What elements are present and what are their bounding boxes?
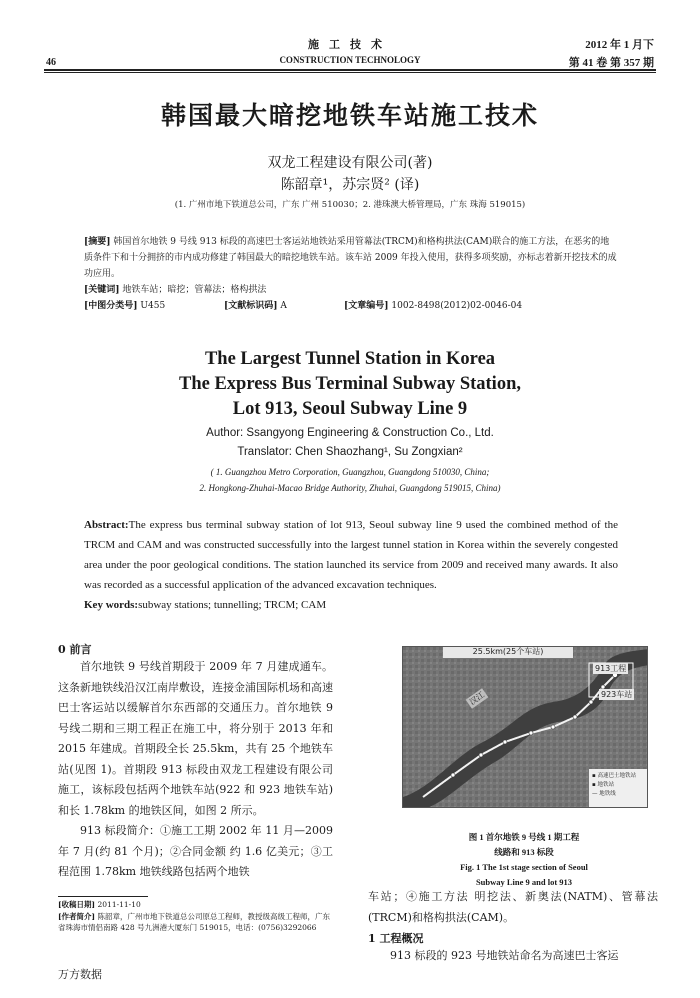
abstract-cn-label: [摘要]: [84, 237, 111, 247]
abstract-en-body: [84, 515, 618, 595]
keywords-cn-label: [关键词]: [84, 285, 120, 295]
author-block-en: [0, 424, 700, 462]
legend-line-label: 地铁线: [599, 791, 616, 797]
received-value: 2011-11-10: [97, 900, 141, 909]
figure-1-map: [402, 646, 648, 808]
map-label-length: 25.5km(25个车站): [443, 646, 573, 658]
title-en-line2: The Express Bus Terminal Subway Station,: [178, 374, 521, 394]
translator-en: Translator: Chen Shaozhang¹, Su Zongxian²: [237, 446, 463, 458]
received-date: [58, 899, 333, 911]
legend-line: — 地铁线: [592, 791, 616, 797]
footnote-rule: [58, 896, 148, 897]
affiliation-en: [0, 464, 700, 496]
author-bio: [58, 911, 333, 934]
map-label-station: 923车站: [601, 690, 633, 699]
legend-station-label: 地铁站: [597, 782, 614, 788]
article-no-label: [文章编号]: [344, 301, 389, 311]
issue-info: [569, 36, 654, 72]
affiliation-cn: (1. 广州市地下铁道总公司，广东 广州 510030；2. 港珠澳大桥管理局，广东 珠海 519015): [174, 200, 526, 210]
wanfang-watermark: 万方数据: [58, 968, 102, 981]
doc-code-label: [文献标识码]: [224, 301, 278, 311]
section-0-para-2: 913 标段简介：①施工工期 2002 年 11 月—2009 年 7 月(约 81 个月)；②合同金额 约 1.6 亿美元；③工程范围 1.78km 地铁线路包括两个地铁: [58, 824, 333, 878]
section-0-para-2-cont: 车站；④施工方法 明挖法、新奥法(NATM)、管幕法(TRCM)和格构拱法(CAM)。: [368, 890, 658, 924]
title-en-line1: The Largest Tunnel Station in Korea: [204, 349, 496, 369]
abstract-cn: [84, 234, 618, 314]
author-block-cn: [0, 152, 700, 196]
title-en-line3: Lot 913, Seoul Subway Line 9: [232, 399, 468, 419]
keywords-en: [84, 595, 618, 615]
section-1-heading: 1 工程概况: [368, 932, 424, 945]
legend-station: ▪ 地铁站: [592, 782, 614, 788]
abstract-en: [84, 515, 618, 615]
title-en: [0, 347, 700, 422]
affiliation-en-line2: 2. Hongkong-Zhuhai-Macao Bridge Authority, Zhuhai, Guangdong 519015, China): [199, 483, 501, 493]
caption-cn-line2: 线路和 913 标段: [494, 847, 554, 857]
caption-cn-line1: 图 1 首尔地铁 9 号线 1 期工程: [468, 832, 580, 842]
abstract-en-text: The express bus terminal subway station of lot 913, Seoul subway line 9 used the combined method of the TRCM and CAM and was constructed successfully into the largest tunnel station in Korea within the severely congested area under the poor geological conditions. The station launched its service from 2009 and received many awards. It also was recorded as a successful application of the advanced excavation techniques.: [84, 519, 618, 591]
affiliation-en-line1: ( 1. Guangzhou Metro Corporation, Guangzhou, Guangdong 510030, China;: [210, 467, 490, 477]
abstract-cn-text: 韩国首尔地铁 9 号线 913 标段的高速巴士客运站地铁站采用管幕法(TRCM)和格构拱法(CAM)联合的施工方法，在恶劣的地质条件下和十分拥挤的市内成功修建了韩国最大的暗挖地铁车站。该车站 2009 年投入使用，获得多项奖励，亦标志着新开挖技术的成功应用。: [84, 237, 617, 279]
classification-row: [84, 298, 618, 314]
doc-code-entry: [224, 298, 344, 314]
abstract-en-label: Abstract:: [84, 519, 129, 531]
header-rule-thin: [44, 72, 656, 73]
section-1-para-1: 913 标段的 923 号地铁站命名为高速巴士客运: [390, 949, 619, 962]
issue-date: 2012 年 1 月下: [585, 39, 654, 51]
keywords-cn-text: 地铁车站；暗挖；管幕法；格构拱法: [122, 285, 267, 295]
right-column: [368, 887, 658, 967]
bio-label: [作者简介]: [58, 911, 96, 921]
caption-en-line2: Subway Line 9 and lot 913: [475, 877, 573, 887]
caption-en-line1: Fig. 1 The 1st stage section of Seoul: [460, 862, 588, 872]
abstract-cn-body: [84, 234, 618, 282]
journal-name-cn: 施工技术: [308, 39, 392, 51]
clc-label: [中图分类号]: [84, 301, 138, 311]
title-cn: 韩国最大暗挖地铁车站施工技术: [160, 101, 539, 130]
figure-1-caption: [368, 830, 680, 890]
keywords-en-label: Key words:: [84, 599, 139, 611]
article-no-entry: [344, 298, 522, 314]
footnote: [58, 899, 333, 934]
author-en: Author: Ssangyong Engineering & Construction Co., Ltd.: [206, 427, 494, 439]
clc-entry: [84, 298, 224, 314]
legend-bus-station: ▪ 高速巴士地铁站: [592, 773, 636, 779]
keywords-cn: [84, 282, 618, 298]
received-label: [收稿日期]: [58, 900, 96, 909]
header-rule: [44, 69, 656, 71]
journal-name-en: CONSTRUCTION TECHNOLOGY: [279, 55, 421, 65]
map-label-lot: 913工程: [595, 664, 627, 673]
page-number: 46: [46, 57, 56, 68]
translators-cn: 陈韶章¹，苏宗贤² (译): [280, 177, 420, 193]
map-legend: [589, 769, 647, 807]
volume-issue: 第 41 卷 第 357 期: [568, 57, 654, 69]
map-label-river: 汉江: [466, 688, 489, 708]
section-0-para-1: 首尔地铁 9 号线首期段于 2009 年 7 月建成通车。这条新地铁线沿汉江南岸敷设，连接金浦国际机场和高速巴士客运站以缓解首尔东西部的交通压力。首尔地铁 9 号线二期和三期工程正在施工中，将分别于 2013 年和 2015 年建成。首期段全长 25.5km，共有 25 个地铁车站(见图 1)。首期段 913 标段由双龙工程建设有限公司施工，该标段包括两个地铁车站(922 和 923 地铁车站)和长 1.78km 的地铁区间，如图 2 所示。: [58, 660, 333, 817]
clc-value: U455: [140, 301, 166, 311]
keywords-en-text: subway stations; tunnelling; TRCM; CAM: [138, 599, 327, 611]
author-org-cn: 双龙工程建设有限公司(著): [267, 155, 433, 171]
bio-text: 陈韶章，广州市地下铁道总公司原总工程师，教授级高级工程师，广东省珠海市情侣南路 428 号九洲港大厦东门 519015，电话：(0756)3292066: [58, 911, 330, 932]
legend-bus-station-label: 高速巴士地铁站: [597, 773, 636, 779]
article-no-value: 1002-8498(2012)02-0046-04: [391, 301, 523, 311]
section-0-heading: 0 前言: [58, 643, 92, 656]
left-column: [58, 641, 333, 883]
journal-header: [230, 36, 470, 65]
doc-code-value: A: [280, 301, 287, 311]
